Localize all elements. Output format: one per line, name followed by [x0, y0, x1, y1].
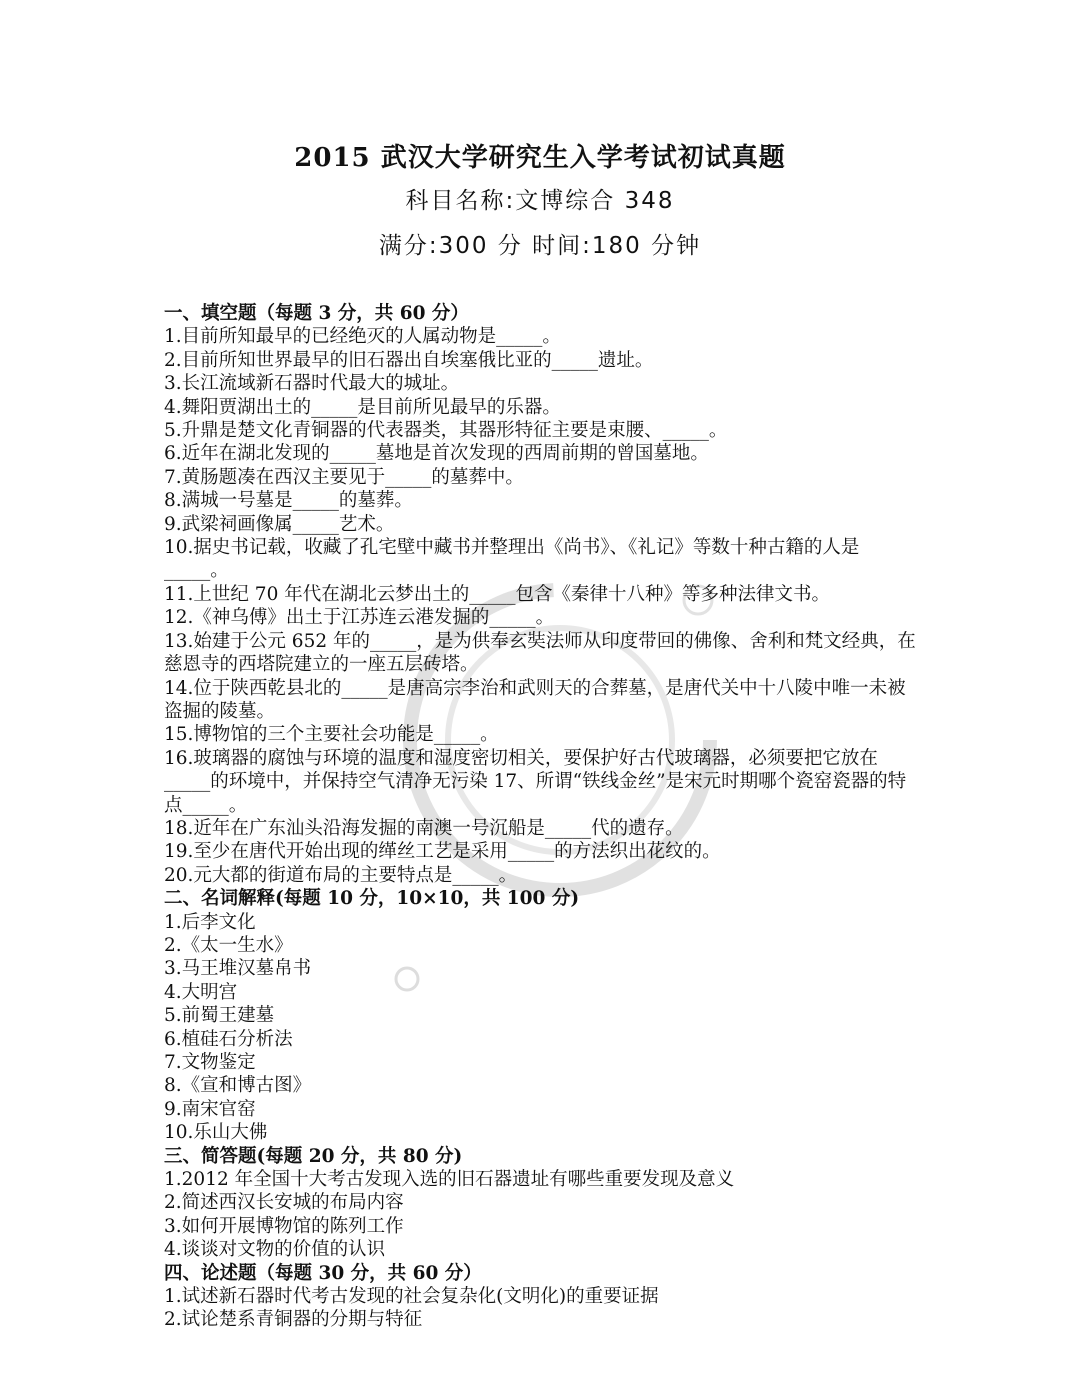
section-heading-short-answer: 三、简答题(每题 20 分，共 80 分) [164, 1145, 463, 1167]
question-item: 1.后李文化 [164, 911, 256, 933]
exam-header [0, 138, 1080, 266]
question-item: 9.南宋官窑 [164, 1098, 256, 1120]
question-item: 9.武梁祠画像属_____艺术。 [164, 513, 395, 535]
question-item: 6.植硅石分析法 [164, 1028, 293, 1050]
question-item: 10.据史书记载，收藏了孔宅壁中藏书并整理出《尚书》、《礼记》等数十种古籍的人是_____。 [164, 537, 860, 582]
question-item: 4.舞阳贾湖出土的_____是目前所见最早的乐器。 [164, 396, 561, 418]
question-item: 18.近年在广东汕头沿海发掘的南澳一号沉船是_____代的遗存。 [164, 817, 684, 839]
question-item: 20.元大都的街道布局的主要特点是_____。 [164, 864, 518, 886]
question-item: 7.文物鉴定 [164, 1052, 256, 1073]
question-item: 5.前蜀王建墓 [164, 1005, 275, 1027]
section-heading-essay: 四、论述题（每题 30 分，共 60 分） [164, 1262, 482, 1284]
question-item: 3.如何开展博物馆的陈列工作 [164, 1215, 404, 1237]
question-item: 4.大明宫 [164, 981, 238, 1003]
exam-title: 2015 武汉大学研究生入学考试初试真题 [294, 143, 786, 173]
question-item: 8.《宣和博古图》 [164, 1075, 312, 1097]
question-item: 1.2012 年全国十大考古发现入选的旧石器遗址有哪些重要发现及意义 [164, 1169, 735, 1191]
section-heading-terms: 二、名词解释(每题 10 分，10×10，共 100 分) [164, 888, 580, 910]
subject-name: 科目名称:文博综合 348 [405, 188, 675, 214]
question-item: 2.简述西汉长安城的布局内容 [164, 1192, 404, 1214]
exam-body [164, 302, 920, 1332]
question-item: 5.升鼎是楚文化青铜器的代表器类，其器形特征主要是束腰、_____。 [164, 420, 728, 442]
section-heading-fill-blank: 一、填空题（每题 3 分，共 60 分） [164, 303, 469, 324]
question-item: 6.近年在湖北发现的_____墓地是首次发现的西周前期的曾国墓地。 [164, 443, 709, 465]
score-and-time: 满分:300 分 时间:180 分钟 [378, 233, 702, 259]
question-item: 8.满城一号墓是_____的墓葬。 [164, 490, 413, 512]
question-item: 1.目前所知最早的已经绝灭的人属动物是_____。 [164, 326, 561, 348]
question-item: 2.《太一生水》 [164, 934, 293, 956]
question-item: 3.马王堆汉墓帛书 [164, 958, 312, 980]
question-item: 12.《神乌傅》出土于江苏连云港发掘的_____。 [164, 607, 555, 629]
question-item: 4.谈谈对文物的价值的认识 [164, 1239, 386, 1261]
question-item: 2.试论楚系青铜器的分期与特征 [164, 1309, 423, 1331]
question-item: 3.长江流域新石器时代最大的城址。 [164, 373, 460, 395]
question-item: 10.乐山大佛 [164, 1122, 268, 1144]
question-item: 11.上世纪 70 年代在湖北云梦出土的_____包含《秦律十八种》等多种法律文书。 [164, 583, 830, 605]
question-item: 15.博物馆的三个主要社会功能是_____。 [164, 724, 499, 746]
question-item: 13.始建于公元 652 年的_____，是为供奉玄奘法师从印度带回的佛像、舍利和梵文经典，在慈恩寺的西塔院建立的一座五层砖塔。 [164, 630, 916, 676]
question-item: 7.黄肠题凑在西汉主要见于_____的墓葬中。 [164, 466, 524, 488]
question-item: 14.位于陕西乾县北的_____是唐高宗李治和武则天的合葬墓，是唐代关中十八陵中唯一未被盗掘的陵墓。 [164, 677, 906, 722]
question-item: 16.玻璃器的腐蚀与环境的温度和湿度密切相关，要保护好古代玻璃器，必须要把它放在_____的环境中，并保持空气清净无污染 17、所谓“铁线金丝”是宋元时期哪个瓷窑瓷器的特点_____。 [164, 747, 907, 816]
question-item: 1.试述新石器时代考古发现的社会复杂化(文明化)的重要证据 [164, 1286, 659, 1308]
question-item: 19.至少在唐代开始出现的缂丝工艺是采用_____的方法织出花纹的。 [164, 841, 721, 863]
question-item: 2.目前所知世界最早的旧石器出自埃塞俄比亚的_____遗址。 [164, 349, 654, 371]
